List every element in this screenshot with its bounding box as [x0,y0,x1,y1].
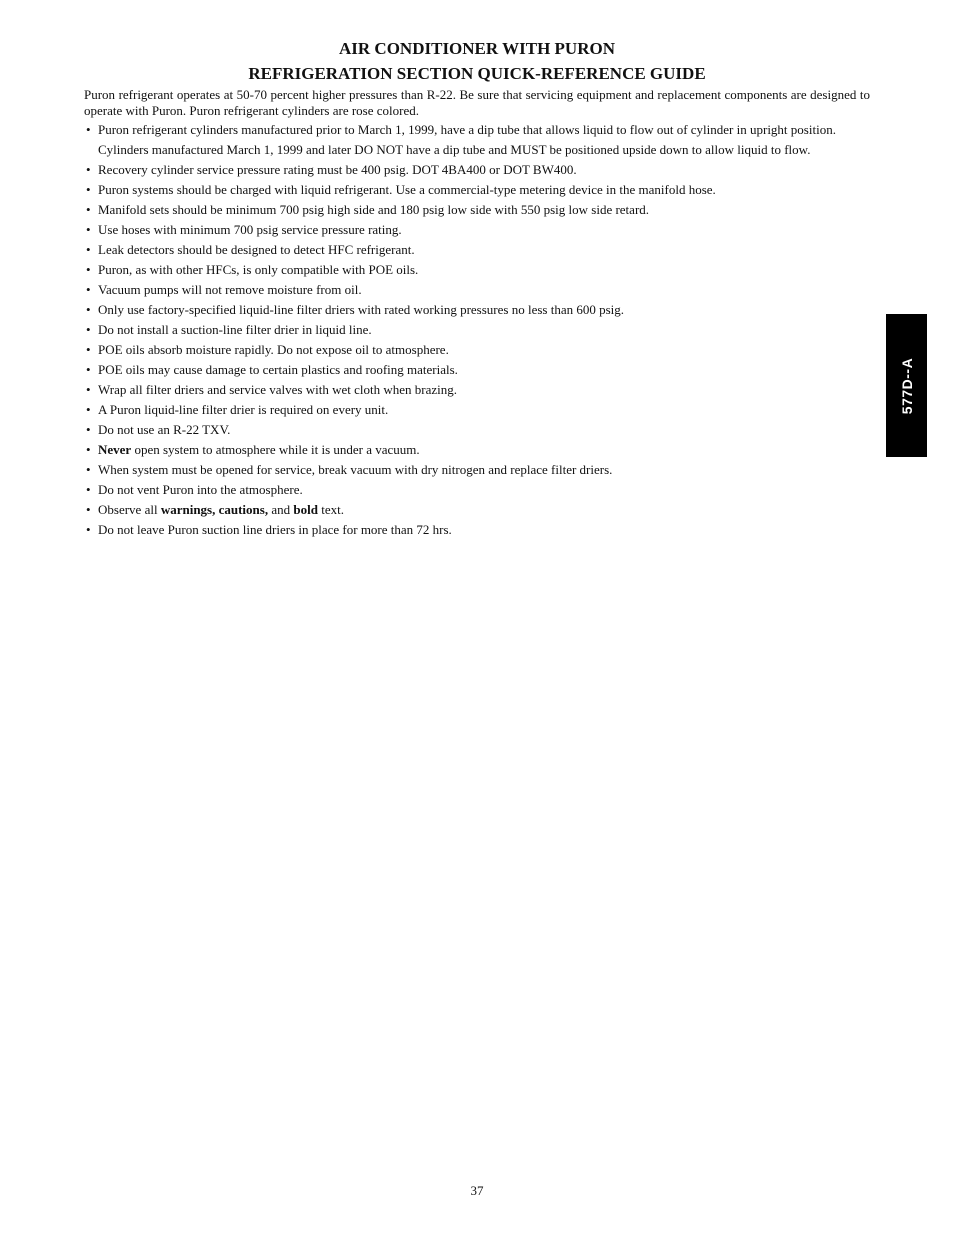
list-item-text: Do not leave Puron suction line driers in place for more than 72 hrs. [98,522,452,537]
list-item-text: Puron, as with other HFCs, is only compatible with POE oils. [98,262,419,277]
list-item [84,480,870,500]
bullet-icon: • [86,362,91,377]
list-item-text: Do not install a suction-line filter drier in liquid line. [98,322,372,337]
bullet-icon: • [86,302,91,317]
list-item [84,320,870,340]
bullet-icon: • [86,182,91,197]
page-number: 37 [470,1183,484,1198]
bullet-icon: • [86,282,91,297]
warnings-cautions-emphasis: warnings, cautions, [160,502,269,517]
list-item-text: Do not vent Puron into the atmosphere. [98,482,303,497]
list-item-text: Puron systems should be charged with liquid refrigerant. Use a commercial-type metering device in the manifold hose. [98,182,716,197]
bullet-icon: • [86,402,91,417]
bullet-icon: • [86,122,91,137]
page-title [0,36,954,86]
guidelines-list [84,120,870,540]
list-item-text: Manifold sets should be minimum 700 psig high side and 180 psig low side with 550 psig low side retard. [98,202,650,217]
list-item-text: Use hoses with minimum 700 psig service pressure rating. [98,222,402,237]
list-item [84,260,870,280]
list-item [84,420,870,440]
list-item-text: POE oils absorb moisture rapidly. Do not expose oil to atmosphere. [98,342,449,357]
bullet-icon: • [86,462,91,477]
list-item [84,120,870,160]
list-item [84,380,870,400]
list-item [84,280,870,300]
list-item [84,180,870,200]
list-item-text: and [268,502,294,517]
bullet-icon: • [86,202,91,217]
bullet-icon: • [86,442,91,457]
list-item [84,160,870,180]
title-line-2: REFRIGERATION SECTION QUICK-REFERENCE GUIDE [248,64,706,83]
bullet-icon: • [86,342,91,357]
bold-emphasis: bold [293,502,318,517]
bullet-icon: • [86,382,91,397]
list-item [84,440,870,460]
never-emphasis: Never [98,442,132,457]
list-item [84,200,870,220]
bullet-icon: • [86,322,91,337]
list-item [84,360,870,380]
bullet-icon: • [86,422,91,437]
list-item-text: open system to atmosphere while it is under a vacuum. [131,442,420,457]
list-item [84,300,870,320]
bullet-icon: • [86,502,91,517]
list-item-text: Puron refrigerant cylinders manufactured prior to March 1, 1999, have a dip tube that allows liquid to flow out of cylinder in upright position. Cylinders manufactured March 1, 1999 and later DO NOT have a dip tube and MUST be positioned upside down to allow liquid to flow. [98,122,836,157]
side-tab-label: 577D--A [898,357,915,414]
list-item [84,460,870,480]
list-item-text: Do not use an R-22 TXV. [98,422,231,437]
list-item [84,500,870,520]
list-item [84,220,870,240]
bullet-icon: • [86,262,91,277]
list-item-text: Recovery cylinder service pressure rating must be 400 psig. DOT 4BA400 or DOT BW400. [98,162,577,177]
section-side-tab [886,314,927,457]
list-item-text: Vacuum pumps will not remove moisture from oil. [98,282,362,297]
bullet-icon: • [86,482,91,497]
list-item [84,240,870,260]
bullet-icon: • [86,522,91,537]
list-item [84,520,870,540]
bullet-icon: • [86,162,91,177]
list-item-text: Wrap all filter driers and service valves with wet cloth when brazing. [98,382,458,397]
list-item-text: Only use factory-specified liquid-line filter driers with rated working pressures no less than 600 psig. [98,302,625,317]
list-item-text: Observe all [98,502,161,517]
list-item-text: When system must be opened for service, break vacuum with dry nitrogen and replace filter driers. [98,462,613,477]
list-item-text: text. [317,502,344,517]
list-item-text: POE oils may cause damage to certain plastics and roofing materials. [98,362,458,377]
list-item-text: Leak detectors should be designed to detect HFC refrigerant. [98,242,415,257]
bullet-icon: • [86,242,91,257]
intro-paragraph: Puron refrigerant operates at 50-70 percent higher pressures than R-22. Be sure that servicing equipment and replacement components are designed to operate with Puron. Puron refrigerant cylinders are rose colored. [84,87,870,118]
bullet-icon: • [86,222,91,237]
list-item [84,340,870,360]
title-line-1: AIR CONDITIONER WITH PURON [339,39,615,58]
list-item-text: A Puron liquid-line filter drier is required on every unit. [98,402,389,417]
list-item [84,400,870,420]
